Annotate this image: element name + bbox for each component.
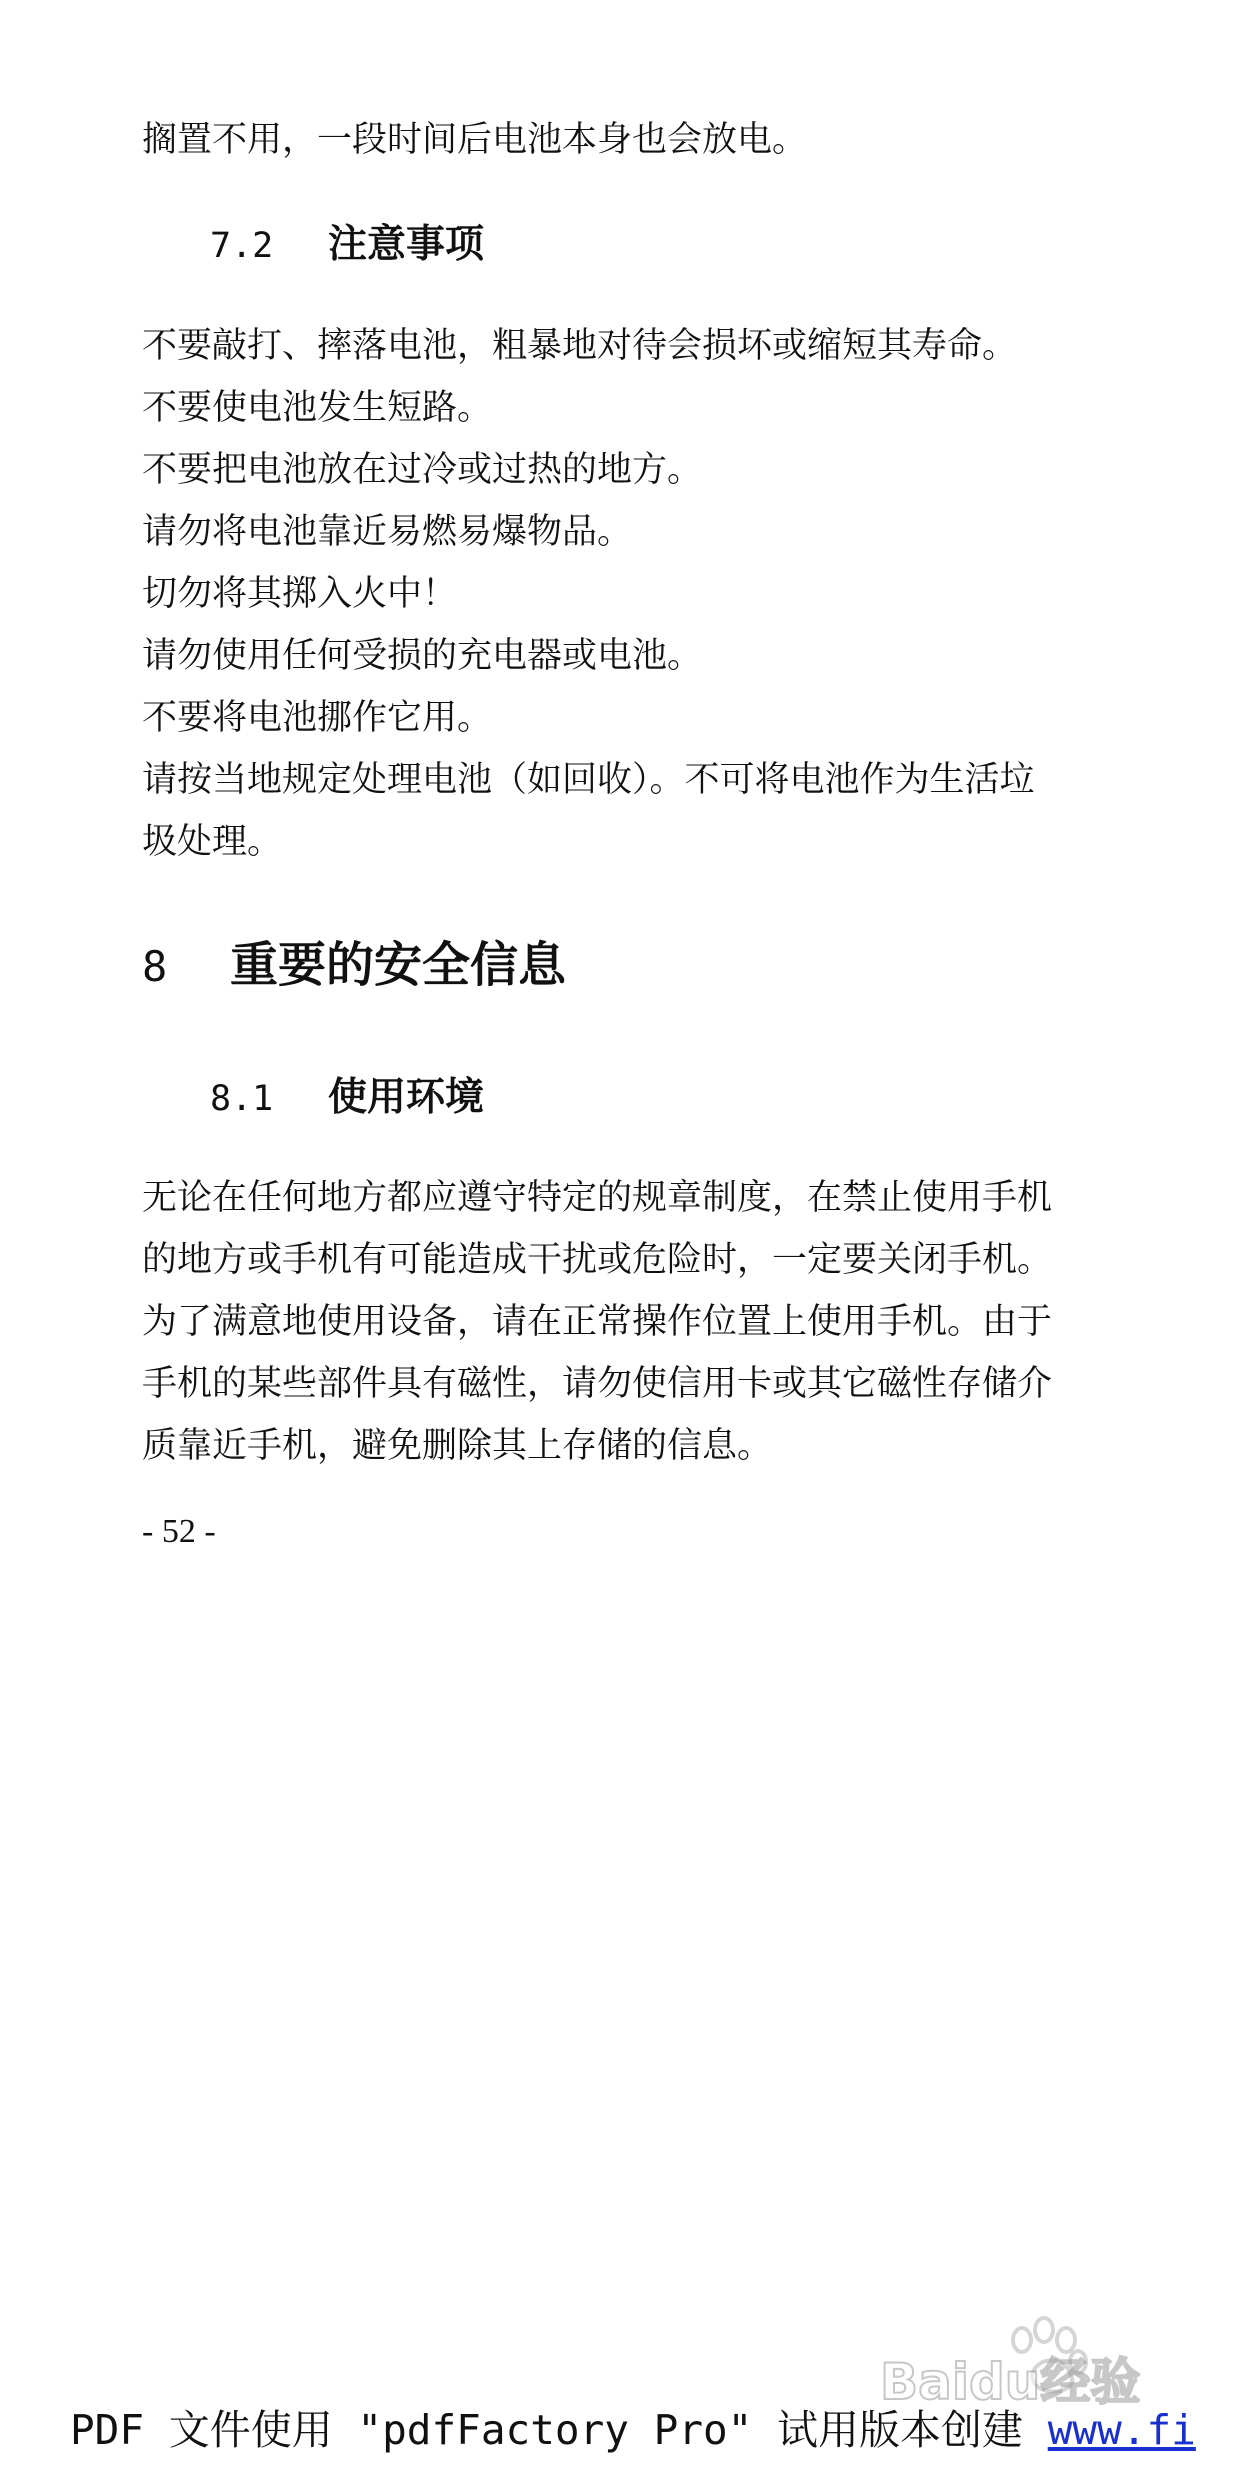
paragraph-line: 不要敲打、摔落电池，粗暴地对待会损坏或缩短其寿命。: [142, 326, 1018, 366]
paragraph-line: 为了满意地使用设备，请在正常操作位置上使用手机。由于: [142, 1302, 1053, 1342]
paragraph-line: 质靠近手机，避免删除其上存储的信息。: [142, 1426, 773, 1466]
section-7-2-title: 注意事项: [328, 222, 485, 267]
paragraph-line: 无论在任何地方都应遵守特定的规章制度，在禁止使用手机: [142, 1178, 1053, 1218]
paragraph-line: 圾处理。: [142, 822, 283, 862]
watermark-text: Baidu经验: [880, 2353, 1141, 2411]
footer-text: PDF 文件使用 "pdfFactory Pro" 试用版本创建: [70, 2406, 1048, 2454]
chapter-8-number: 8: [142, 942, 168, 991]
section-8-1-title: 使用环境: [328, 1075, 485, 1120]
footer-link[interactable]: www.fi: [1047, 2406, 1196, 2454]
paragraph-line: 不要将电池挪作它用。: [142, 698, 493, 738]
chapter-8-title: 重要的安全信息: [230, 937, 567, 993]
paragraph-line: 不要使电池发生短路。: [142, 388, 493, 428]
pdf-footer: [70, 2400, 1196, 2460]
intro-line: 搁置不用，一段时间后电池本身也会放电。: [142, 120, 808, 160]
paragraph-line: 手机的某些部件具有磁性，请勿使信用卡或其它磁性存储介: [142, 1364, 1053, 1404]
chapter-8-heading: [142, 935, 566, 997]
paragraph-line: 请按当地规定处理电池（如回收）。不可将电池作为生活垃: [142, 760, 1035, 800]
paragraph-line: 请勿使用任何受损的充电器或电池。: [142, 636, 703, 676]
paragraph-line: 的地方或手机有可能造成干扰或危险时，一定要关闭手机。: [142, 1240, 1053, 1280]
section-7-2-number: 7.2: [210, 226, 274, 266]
section-7-2-heading: [210, 219, 484, 272]
page-number: - 52 -: [142, 1513, 216, 1550]
section-8-1-number: 8.1: [210, 1079, 274, 1119]
paragraph-line: 请勿将电池靠近易燃易爆物品。: [142, 512, 633, 552]
paragraph-line: 切勿将其掷入火中！: [142, 574, 458, 614]
paragraph-line: 不要把电池放在过冷或过热的地方。: [142, 450, 703, 490]
section-8-1-heading: [210, 1072, 484, 1125]
